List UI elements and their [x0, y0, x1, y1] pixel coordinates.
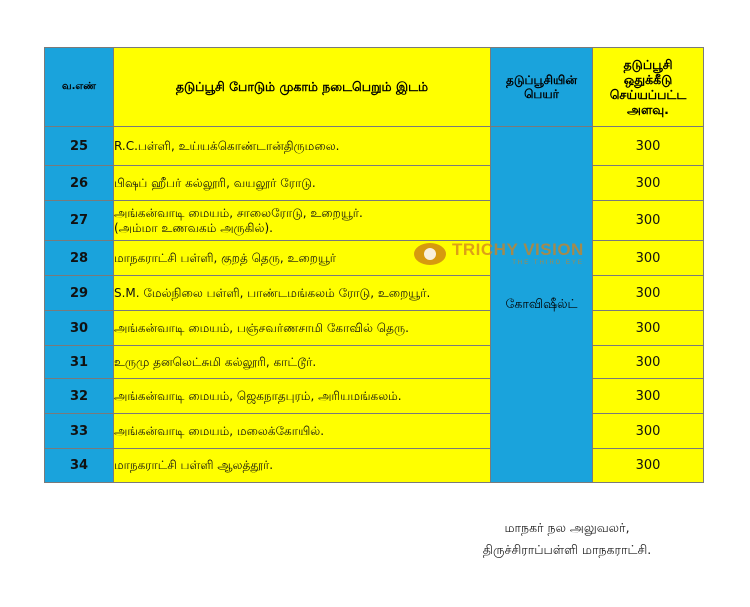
- table-row: [45, 346, 704, 379]
- allocated-quantity: 300: [593, 449, 704, 483]
- serial-number: 26: [45, 166, 114, 201]
- allocated-quantity: 300: [593, 201, 704, 241]
- serial-number: 32: [45, 379, 114, 414]
- serial-number: 27: [45, 201, 114, 241]
- serial-number: 29: [45, 276, 114, 311]
- camp-place: அங்கன்வாடி மையம், ஜெகநாதபுரம், அரியமங்கலம்.: [114, 379, 491, 414]
- serial-number: 28: [45, 241, 114, 276]
- header-vaccine: தடுப்பூசியின் பெயர்: [491, 48, 593, 127]
- serial-number: 25: [45, 127, 114, 166]
- serial-number: 33: [45, 414, 114, 449]
- header-serial: வ.எண்: [45, 48, 114, 127]
- eye-icon: [414, 243, 446, 265]
- vaccination-camp-table: [44, 47, 704, 483]
- camp-place: அங்கன்வாடி மையம், சாலைரோடு, உறையூர். (அம்மா உணவகம் அருகில்).: [114, 201, 491, 241]
- camp-place: மாநகராட்சி பள்ளி, குறத் தெரு, உறையூர்: [114, 241, 491, 276]
- serial-number: 30: [45, 311, 114, 346]
- camp-place: அங்கன்வாடி மையம், பஞ்சவர்ணசாமி கோவில் தெரு.: [114, 311, 491, 346]
- camp-place: அங்கன்வாடி மையம், மலைக்கோயில்.: [114, 414, 491, 449]
- camp-place: பிஷப் ஹீபர் கல்லூரி, வயலூர் ரோடு.: [114, 166, 491, 201]
- allocated-quantity: 300: [593, 127, 704, 166]
- camp-place: R.C.பள்ளி, உய்யக்கொண்டான்திருமலை.: [114, 127, 491, 166]
- table-row: [45, 166, 704, 201]
- watermark-title: TRICHY VISION: [452, 240, 584, 259]
- table-row: [45, 241, 704, 276]
- allocated-quantity: 300: [593, 241, 704, 276]
- table-row: [45, 449, 704, 483]
- allocated-quantity: 300: [593, 346, 704, 379]
- serial-number: 34: [45, 449, 114, 483]
- header-place: தடுப்பூசி போடும் முகாம் நடைபெறும் இடம்: [114, 48, 491, 127]
- signature-line-organisation: திருச்சிராப்பள்ளி மாநகராட்சி.: [482, 542, 652, 557]
- allocated-quantity: 300: [593, 379, 704, 414]
- allocated-quantity: 300: [593, 311, 704, 346]
- vaccine-name: கோவிஷீல்ட்: [491, 127, 593, 483]
- allocated-quantity: 300: [593, 276, 704, 311]
- table-row: [45, 311, 704, 346]
- table-row: [45, 276, 704, 311]
- signature-block: [447, 517, 687, 561]
- watermark-subtitle: THE THIRD EYE: [512, 260, 584, 266]
- allocated-quantity: 300: [593, 166, 704, 201]
- table-row: [45, 379, 704, 414]
- header-quantity: தடுப்பூசி ஒதுக்கீடு செய்யப்பட்ட அளவு.: [593, 48, 704, 127]
- watermark-logo: [414, 238, 600, 270]
- watermark-text: [452, 241, 584, 267]
- allocated-quantity: 300: [593, 414, 704, 449]
- signature-line-designation: மாநகர் நல அலுவலர்,: [504, 520, 630, 535]
- table-row: [45, 201, 704, 241]
- camp-place: உருமு தனலெட்சுமி கல்லூரி, காட்டூர்.: [114, 346, 491, 379]
- serial-number: 31: [45, 346, 114, 379]
- camp-place: மாநகராட்சி பள்ளி ஆலத்தூர்.: [114, 449, 491, 483]
- camp-place: S.M. மேல்நிலை பள்ளி, பாண்டமங்கலம் ரோடு, உறையூர்.: [114, 276, 491, 311]
- table-row: [45, 414, 704, 449]
- table-row: [45, 127, 704, 166]
